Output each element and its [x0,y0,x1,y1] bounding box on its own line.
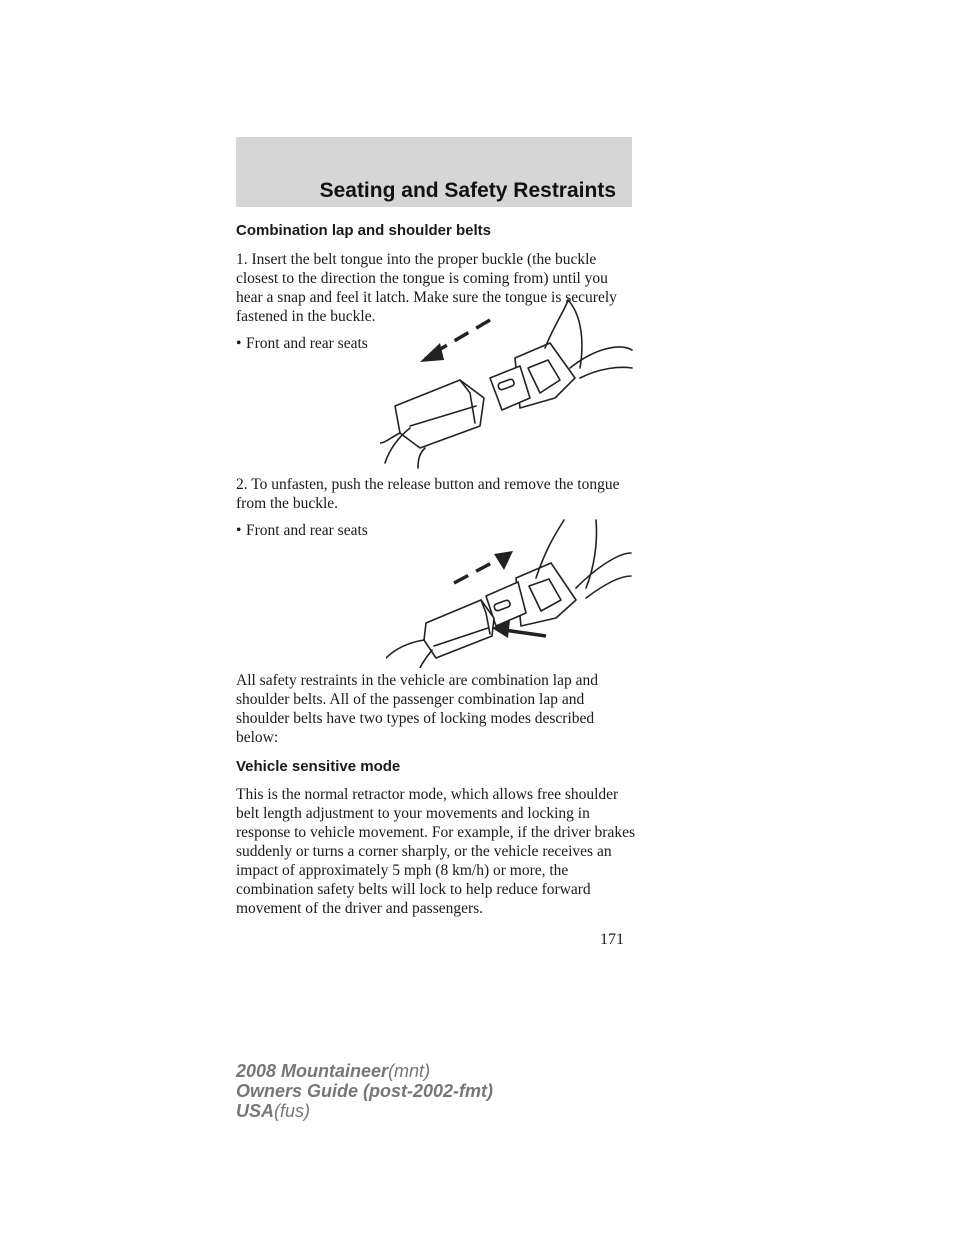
footer-market: USA [236,1101,275,1121]
heading-combination-belts: Combination lap and shoulder belts [236,222,492,239]
buckle-insert-illustration [380,298,640,470]
belt-webbing [580,367,632,378]
locking-modes-intro: All safety restraints in the vehicle are combination lap and shoulder belts. All of the passenger combination lap and shoulder belts have two types of locking modes described below: [236,672,598,746]
release-direction-arrow-icon [454,558,501,583]
footer-model-code: (mnt) [388,1061,431,1081]
arrow-head-icon [420,343,444,362]
bullet-front-rear-seats-1: • Front and rear seats [236,335,368,352]
buckle-strap [418,448,425,468]
bullet-front-rear-seats-2: • Front and rear seats [236,522,368,539]
buckle-strap [386,640,424,658]
release-button-arrow-icon [504,630,546,636]
belt-webbing [536,520,564,578]
buckle-body [395,380,484,448]
page-number: 171 [600,931,624,948]
buckle-release-illustration [386,518,642,668]
latch-tongue [490,366,530,410]
heading-vehicle-sensitive-mode: Vehicle sensitive mode [236,758,401,775]
footer-market-code: (fus) [274,1101,311,1121]
belt-webbing [586,576,631,598]
footer-model: 2008 Mountaineer [236,1061,389,1081]
step-2-text: 2. To unfasten, push the release button and remove the tongue from the buckle. [236,476,620,512]
vehicle-sensitive-body: This is the normal retractor mode, which allows free shoulder belt length adjustment to your movements and locking in response to vehicle movement. For example, if the driver brakes suddenly or turns a corner sharply, or the vehicle receives an impact of approximately 5 mph (8 km/h) or more, the combination safety belts will lock to help reduce forward movement of the driver and passengers. [236,786,635,917]
belt-webbing [545,300,568,348]
document-footer [236,1061,493,1121]
latch-plate [516,563,576,626]
belt-webbing [568,300,582,368]
bullet-text: Front and rear seats [246,335,368,352]
section-title: Seating and Safety Restraints [319,179,616,202]
belt-webbing [570,347,632,368]
footer-guide: Owners Guide (post-2002-fmt) [236,1081,494,1101]
belt-webbing [576,553,631,588]
latch-plate [528,360,560,393]
section-header-band [236,137,632,207]
arrow-head-icon [494,551,513,570]
latch-plate [529,579,561,611]
bullet-text: Front and rear seats [246,522,368,539]
buckle-strap [420,650,432,668]
step-1-text: 1. Insert the belt tongue into the proper buckle (the buckle closest to the direction the tongue is coming from) until you hear a snap and feel it latch. Make sure the tongue is securely fastened in the buckle. [236,251,617,325]
